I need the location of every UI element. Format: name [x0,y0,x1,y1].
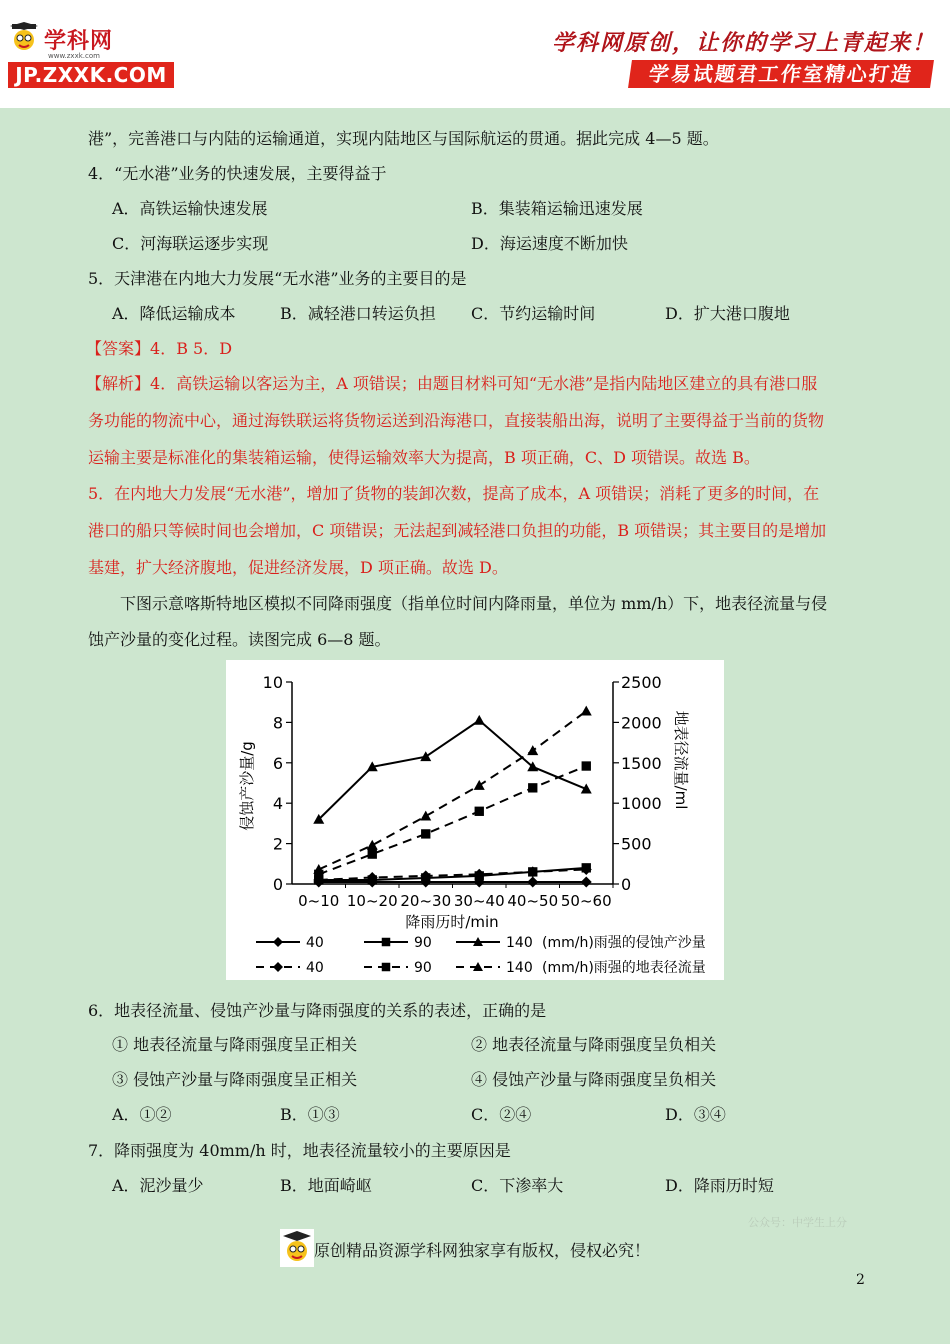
rainfall-chart [226,660,724,980]
chart-svg [226,660,724,980]
series-dashed-140 [313,706,592,874]
y-right-tick-label: 2500 [621,673,662,692]
series-line-solid-140 [319,720,587,819]
q6-statement-2: ② 地表径流量与降雨强度呈负相关 [471,1035,717,1054]
series-line-dashed-90 [319,766,587,874]
y-right-tick-label: 0 [621,875,632,894]
analysis-line-3: 运输主要是标准化的集装箱运输，使得运输效率大为提高，B 项正确，C、D 项错误。故选 B。 [88,448,760,467]
q5-option-c: C．节约运输时间 [471,304,596,323]
intro-line-2: 蚀产沙量的变化过程。读图完成 6—8 题。 [88,630,391,649]
legend-label-dashed-140: 140 [506,960,533,976]
x-tick-label: 30~40 [453,892,505,910]
data-point-dashed-140 [581,706,592,716]
legend-suffix-solid: (mm/h)雨强的侵蚀产沙量 [542,935,706,951]
y-right-tick-label: 1000 [621,794,662,814]
footer-mascot-icon [280,1229,314,1267]
series-line-dashed-40 [319,869,587,880]
q5-option-d: D．扩大港口腹地 [665,304,790,323]
y-left-tick-label: 10 [262,673,283,692]
chart-axes [292,682,613,884]
series-dashed-90 [314,761,591,879]
logo-text: 学科网 [44,29,114,54]
q4-option-d: D．海运速度不断加快 [471,234,628,253]
data-point-dashed-140 [367,840,378,850]
passage-line: 港”，完善港口与内陆的运输通道，实现内陆地区与国际航运的贯通。据此完成 4—5 题。 [88,129,719,148]
q4-option-b: B．集装箱运输迅速发展 [471,199,643,218]
q7-stem: 7．降雨强度为 40mm/h 时，地表径流量较小的主要原因是 [88,1141,511,1160]
data-point-dashed-90 [582,761,591,770]
y-left-tick-label: 2 [272,834,283,854]
analysis-line-4: 5．在内地大力发展“无水港”，增加了货物的装卸次数，提高了成本，A 项错误；消耗了更多的时间，在 [88,484,820,503]
answer-text: 4．B 5．D [150,339,233,358]
x-tick-label: 10~20 [346,892,398,910]
data-point-solid-40 [527,876,538,887]
x-tick-label: 50~60 [560,892,612,910]
zxxk-logo [8,22,178,92]
page-header [0,0,950,108]
y-right-tick-label: 2000 [621,713,662,733]
y-left-tick-label: 4 [272,794,283,814]
series-line-dashed-140 [319,711,587,869]
legend-marker-solid-90 [382,938,391,947]
data-point-dashed-90 [528,783,537,792]
y-right-tick-label: 500 [621,834,652,854]
data-point-solid-140 [474,715,485,725]
series-line-solid-90 [319,868,587,880]
mascot-icon [8,22,40,58]
data-point-dashed-90 [475,807,484,816]
data-point-dashed-140 [474,780,485,790]
data-point-solid-140 [420,751,431,761]
legend-label-dashed-40: 40 [306,960,324,976]
analysis-line-1 [86,374,817,394]
intro-line-1: 下图示意喀斯特地区模拟不同降雨强度（指单位时间内降雨量，单位为 mm/h）下，地表径流量与侵 [120,594,828,613]
analysis-line-6: 基建，扩大经济腹地，促进经济发展，D 项正确。故选 D。 [88,558,508,577]
y-right-axis-label: 地表径流量/ml [672,710,690,810]
studio-banner: 学易试题君工作室精心打造 [628,60,934,88]
y-left-axis-label: 侵蚀产沙量/g [238,741,256,831]
x-tick-label: 40~50 [507,892,559,910]
legend-marker-dashed-90 [382,963,391,972]
chart-legend [256,934,706,976]
answer-label: 【答案】 [86,339,151,358]
legend-marker-solid-40 [273,937,283,947]
data-point-solid-40 [581,876,592,887]
legend-label-solid-90: 90 [414,935,432,951]
q7-option-a: A．泥沙量少 [112,1176,204,1195]
watermark-text: 公众号：中学生上分 [748,1216,847,1229]
copyright-notice: 原创精品资源学科网独家享有版权，侵权必究！ [314,1241,651,1260]
q6-statement-4: ④ 侵蚀产沙量与降雨强度呈负相关 [471,1070,717,1089]
q6-option-a: A．①② [112,1105,172,1124]
q7-option-b: B．地面崎岖 [280,1176,372,1195]
y-left-tick-label: 0 [272,875,283,894]
legend-label-dashed-90: 90 [414,960,432,976]
x-tick-label: 0~10 [298,892,340,910]
data-point-dashed-90 [421,829,430,838]
y-left-tick-label: 8 [272,713,283,733]
q6-option-b: B．①③ [280,1105,340,1124]
legend-label-solid-40: 40 [306,935,324,951]
q7-option-c: C．下渗率大 [471,1176,564,1195]
q4-option-a: A．高铁运输快速发展 [112,199,268,218]
q6-statement-1: ① 地表径流量与降雨强度呈正相关 [112,1035,358,1054]
legend-label-solid-140: 140 [506,935,533,951]
legend-suffix-dashed: (mm/h)雨强的地表径流量 [542,960,706,976]
analysis-line-5: 港口的船只等候时间也会增加，C 项错误；无法起到减轻港口负担的功能，B 项错误；其主要目的是增加 [88,521,827,540]
q6-stem: 6．地表径流量、侵蚀产沙量与降雨强度的关系的表述，正确的是 [88,1001,547,1020]
q6-statement-3: ③ 侵蚀产沙量与降雨强度呈正相关 [112,1070,358,1089]
data-point-dashed-140 [527,745,538,755]
q4-stem: 4．“无水港”业务的快速发展，主要得益于 [88,164,387,183]
q6-option-d: D．③④ [665,1105,726,1124]
logo-url-small: www.zxxk.com [48,52,100,60]
q6-option-c: C．②④ [471,1105,532,1124]
series-solid-140 [313,715,592,824]
data-point-dashed-140 [313,864,324,874]
header-slogan: 学科网原创，让你的学习上青起来！ [551,30,936,56]
x-axis-label: 降雨历时/min [405,913,499,931]
analysis-text-1: 4．高铁运输以客运为主，A 项错误；由题目材料可知“无水港”是指内陆地区建立的具有港口服 [150,374,818,393]
data-point-dashed-90 [368,849,377,858]
page-number: 2 [856,1272,865,1288]
q5-stem: 5．天津港在内地大力发展“无水港”业务的主要目的是 [88,269,467,288]
y-right-tick-label: 1500 [621,753,662,773]
q5-option-a: A．降低运输成本 [112,304,236,323]
analysis-line-2: 务功能的物流中心，通过海铁联运将货物运送到沿海港口，直接装船出海，说明了主要得益于当前的货物 [88,411,825,430]
legend-marker-dashed-40 [273,962,283,972]
x-tick-label: 20~30 [400,892,452,910]
answer-line [86,339,232,359]
y-left-tick-label: 6 [272,753,283,773]
analysis-label: 【解析】 [86,374,151,393]
q5-option-b: B．减轻港口转运负担 [280,304,436,323]
data-point-dashed-140 [420,811,431,821]
logo-url-bar: JP.ZXXK.COM [8,62,174,88]
q4-option-c: C．河海联运逐步实现 [112,234,269,253]
q7-option-d: D．降雨历时短 [665,1176,774,1195]
